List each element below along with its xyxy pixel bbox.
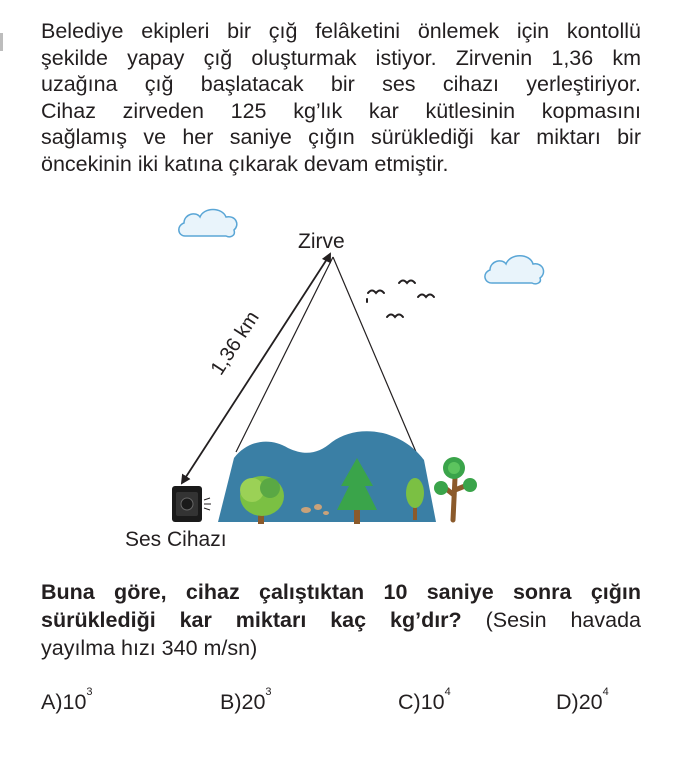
stem-line: şekilde yapay çığ oluşturmak istiyor. Zirvenin 1,36 km <box>41 45 641 70</box>
question-bold-text: Buna göre, cihaz çalıştıktan 10 saniye sonra çığın <box>41 580 641 604</box>
question-note: (Sesin havada <box>461 608 641 632</box>
distance-label: 1,36 km <box>206 307 264 380</box>
problem-stem <box>41 18 641 177</box>
stem-line: uzağına çığ başlatacak bir ses cihazı yerleştiriyor. <box>41 72 641 96</box>
option-b[interactable] <box>220 686 272 715</box>
speaker-icon <box>172 486 211 522</box>
cloud-icon <box>485 256 544 284</box>
option-label: B) <box>220 690 242 714</box>
option-label: D) <box>556 690 579 714</box>
round-tree-icon <box>434 457 477 520</box>
avalanche-figure <box>0 190 681 570</box>
margin-mark <box>0 33 3 51</box>
option-c[interactable] <box>398 686 451 715</box>
option-a[interactable] <box>41 686 93 715</box>
option-exponent: 3 <box>86 686 93 698</box>
question-line <box>41 606 641 634</box>
stem-line: sağlamış ve her saniye çığın sürüklediği kar miktarı bir <box>41 125 641 149</box>
stem-line: öncekinin iki katına çıkarak devam etmiştir. <box>41 151 449 176</box>
option-d[interactable] <box>556 686 609 715</box>
option-base: 10 <box>62 690 87 714</box>
stem-line: Cihaz zirveden 125 kg’lık kar kütlesinin kopmasını <box>41 98 641 123</box>
question-line: yayılma hızı 340 m/sn) <box>41 636 258 660</box>
option-base: 20 <box>241 690 266 714</box>
option-exponent: 3 <box>265 686 272 698</box>
birds-icon <box>367 281 434 318</box>
question <box>41 578 641 662</box>
cloud-icon <box>179 210 237 237</box>
question-bold-text: sürüklediği kar miktarı kaç kg’dır? <box>41 608 462 632</box>
stem-line: Belediye ekipleri bir çığ felâketini önlemek için kontollü <box>41 19 641 43</box>
option-base: 10 <box>420 690 445 714</box>
peak-label: Zirve <box>298 230 345 253</box>
option-exponent: 4 <box>444 686 451 698</box>
device-label: Ses Cihazı <box>125 528 227 551</box>
option-label: C) <box>398 690 421 714</box>
option-label: A) <box>41 690 63 714</box>
answer-options <box>0 686 681 730</box>
option-exponent: 4 <box>602 686 609 698</box>
option-base: 20 <box>578 690 603 714</box>
question-line <box>41 578 641 606</box>
